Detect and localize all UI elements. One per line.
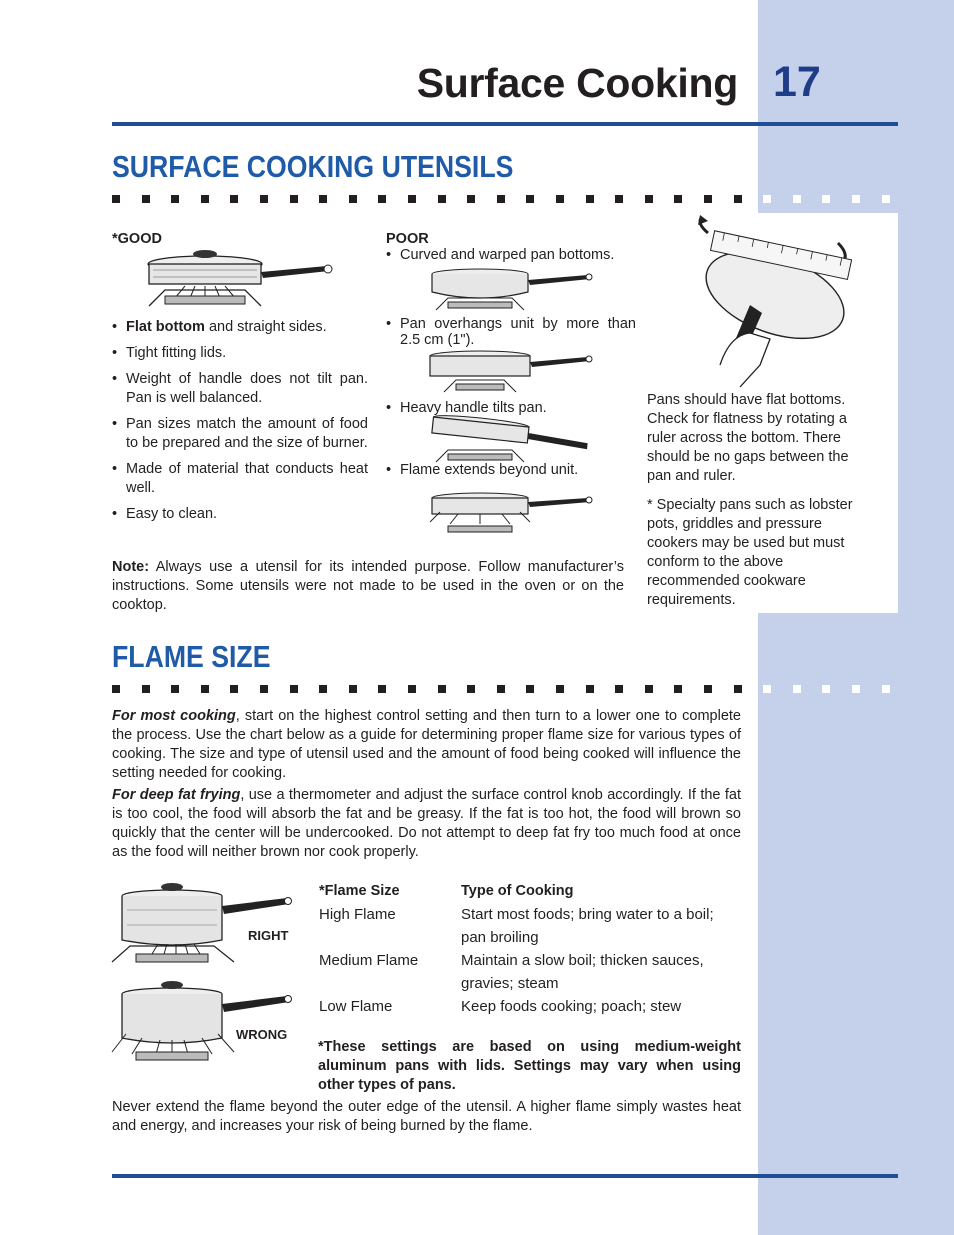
cooking-type-cell: Maintain a slow boil; thicken sauces, gravies; steam	[461, 952, 704, 992]
good-list	[112, 318, 368, 524]
divider-dot	[319, 195, 327, 203]
flame-size-cell: Medium Flame	[319, 952, 419, 969]
divider-dot	[674, 195, 682, 203]
ruler-check-illustration	[690, 215, 860, 390]
warped-pan-illustration	[430, 264, 595, 314]
divider-dot	[349, 685, 357, 693]
divider-dot	[260, 685, 268, 693]
page-sidebar-band	[758, 0, 954, 1235]
divider-dot	[645, 685, 653, 693]
divider-dot	[408, 685, 416, 693]
divider-dot	[734, 685, 742, 693]
divider-dot	[467, 685, 475, 693]
most-cooking-paragraph: For most cooking, start on the highest control setting and then turn to a lower one to complete the process. Use the chart below as a guide for determining proper flame size for various types of cooking. The size and type of utensil used and the amount of food being cooked will influence the setting needed for cooking.	[112, 708, 741, 781]
list-item: • Flat bottom and straight sides.	[112, 318, 368, 337]
divider-dot	[201, 685, 209, 693]
divider-dot	[142, 195, 150, 203]
list-item: • Pan overhangs unit by more than 2.5 cm (1").	[386, 316, 636, 348]
wrong-label: WRONG	[236, 1027, 288, 1042]
overhang-pan-illustration	[430, 346, 595, 396]
deep-fat-paragraph: For deep fat frying, use a thermometer and adjust the surface control knob accordingly. If the fat is too cool, the food will absorb the fat and be greasy. If the fat is too hot, the food will brown so quickly that the center will be undercooked. Do not attempt to deep fat fry too much food at once as the food will neither brown nor cook properly.	[112, 787, 741, 860]
divider-dot	[467, 195, 475, 203]
divider-dot	[852, 195, 860, 203]
wide-flame-pan-illustration	[430, 488, 595, 536]
divider-dot	[290, 195, 298, 203]
divider-dot	[497, 195, 505, 203]
note-paragraph: Note: Always use a utensil for its intended purpose. Follow manufacturer’s instructions. Some utensils were not made to be used in the oven or on the cooktop.	[112, 559, 624, 613]
divider-dot	[793, 685, 801, 693]
divider-dot	[319, 685, 327, 693]
section-title-flame-size: FLAME SIZE	[112, 639, 271, 674]
wrong-flame-pot-illustration	[112, 980, 297, 1065]
column-header: *Flame Size	[319, 883, 400, 899]
page-title: Surface Cooking	[416, 60, 738, 106]
divider-dot	[556, 685, 564, 693]
divider-dot	[674, 685, 682, 693]
section-title-utensils: SURFACE COOKING UTENSILS	[112, 149, 514, 184]
divider-dot	[615, 685, 623, 693]
divider-dot	[378, 195, 386, 203]
list-item: • Easy to clean.	[112, 505, 368, 524]
divider-dot	[497, 685, 505, 693]
flame-size-cell: Low Flame	[319, 998, 393, 1015]
divider-dot	[763, 685, 771, 693]
divider-dot	[645, 195, 653, 203]
footer-rule	[112, 1174, 898, 1178]
right-label: RIGHT	[248, 928, 289, 943]
closing-paragraph: Never extend the flame beyond the outer edge of the utensil. A higher flame simply wastes heat and energy, and increases your risk of being burned by the flame.	[112, 1099, 741, 1134]
divider-dot	[171, 685, 179, 693]
flame-size-cell: High Flame	[319, 906, 396, 923]
divider-dot	[763, 195, 771, 203]
divider-dot	[586, 685, 594, 693]
table-row	[319, 903, 741, 949]
divider-dot	[586, 195, 594, 203]
column-header: Type of Cooking	[461, 883, 574, 899]
specialty-pans-note: * Specialty pans such as lobster pots, griddles and pressure cookers may be used but must conform to the above recommended cookware requirements.	[647, 497, 853, 608]
table-footnote: *These settings are based on using medium-weight aluminum pans with lids. Settings may vary when using other types of pans.	[318, 1039, 741, 1093]
divider-dot	[142, 685, 150, 693]
divider-dot	[822, 685, 830, 693]
page-number: 17	[773, 58, 821, 106]
cooking-type-cell: Start most foods; bring water to a boil; pan broiling	[461, 906, 714, 946]
divider-dot	[201, 195, 209, 203]
table-row	[319, 949, 741, 995]
header-rule	[112, 122, 898, 126]
poor-column	[386, 230, 636, 478]
divider-dot	[704, 685, 712, 693]
divider-dot	[882, 195, 890, 203]
divider-dot	[882, 685, 890, 693]
dotted-divider	[112, 195, 902, 203]
divider-dot	[734, 195, 742, 203]
flame-size-table	[319, 880, 741, 1018]
list-item: • Made of material that conducts heat well.	[112, 460, 368, 498]
poor-heading: POOR	[386, 231, 429, 247]
list-item: • Weight of handle does not tilt pan. Pan is well balanced.	[112, 370, 368, 408]
divider-dot	[112, 195, 120, 203]
divider-dot	[438, 685, 446, 693]
divider-dot	[615, 195, 623, 203]
divider-dot	[556, 195, 564, 203]
divider-dot	[408, 195, 416, 203]
ruler-caption: Pans should have flat bottoms. Check for flatness by rotating a ruler across the bottom. There should be no gaps between the pan and ruler.	[647, 392, 849, 484]
list-item: • Heavy handle tilts pan.	[386, 399, 636, 418]
divider-dot	[852, 685, 860, 693]
divider-dot	[704, 195, 712, 203]
divider-dot	[171, 195, 179, 203]
divider-dot	[378, 685, 386, 693]
divider-dot	[526, 195, 534, 203]
good-heading: *GOOD	[112, 231, 162, 247]
divider-dot	[230, 685, 238, 693]
dotted-divider	[112, 685, 902, 693]
divider-dot	[112, 685, 120, 693]
right-flame-pot-illustration	[112, 880, 297, 970]
divider-dot	[349, 195, 357, 203]
list-item: • Curved and warped pan bottoms.	[386, 246, 636, 265]
divider-dot	[260, 195, 268, 203]
list-item: • Flame extends beyond unit.	[386, 461, 636, 480]
cooking-type-cell: Keep foods cooking; poach; stew	[461, 998, 682, 1015]
divider-dot	[793, 195, 801, 203]
table-header-row	[319, 880, 741, 903]
list-item: • Tight fitting lids.	[112, 344, 368, 363]
tilted-pan-illustration	[430, 414, 595, 464]
table-row	[319, 995, 741, 1018]
divider-dot	[526, 685, 534, 693]
divider-dot	[438, 195, 446, 203]
good-pan-illustration	[145, 246, 340, 310]
divider-dot	[230, 195, 238, 203]
divider-dot	[822, 195, 830, 203]
list-item: • Pan sizes match the amount of food to be prepared and the size of burner.	[112, 415, 368, 453]
divider-dot	[290, 685, 298, 693]
